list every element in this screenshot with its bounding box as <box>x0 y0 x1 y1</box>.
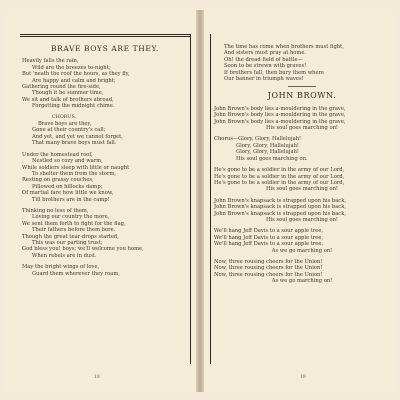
verse-line: May the bright wings of love, <box>22 264 100 271</box>
verse-line: Now, three rousing cheers for the Union! <box>214 271 323 278</box>
verse-1 <box>214 106 390 132</box>
verse-line: Forgetting the midnight chime. <box>32 103 115 110</box>
verse-line: But 'neath the roof the hours, as they fly, <box>22 71 130 78</box>
verse-line: We'll hang Jeff Davis to a sour apple tree, <box>214 234 324 241</box>
verse-line: He's gone to be a soldier in the army of our Lord, <box>214 173 345 180</box>
verse-line: Nestled so cozy and warm, <box>32 158 103 165</box>
stanza-3 <box>22 208 188 259</box>
verse-line: Under the homestead roof, <box>22 151 93 158</box>
verse-line: John Brown's knapsack is strapped upon his back, <box>214 204 346 211</box>
song-title-john-brown: JOHN BROWN. <box>267 91 337 101</box>
verse-3 <box>214 198 390 224</box>
verse-line: That many brave boys must fall. <box>32 140 117 147</box>
verse-line: Now, three rousing cheers for the Union! <box>214 265 323 272</box>
verse-line: And yet, and yet we cannot forget, <box>32 133 123 140</box>
verse-line: When rebels are in dust. <box>32 252 97 259</box>
verse-line: As we go marching on! <box>271 247 333 254</box>
left-page-text <box>22 44 188 277</box>
song-title-brave-boys: BRAVE BOYS ARE THEY. <box>50 44 160 53</box>
verse-line: Glory, Glory, Hallelujah! <box>236 142 300 149</box>
verse-line: We'll hang Jeff Davis to a sour apple tree, <box>214 228 324 235</box>
verse-line: This was our parting trust; <box>32 239 103 246</box>
john-brown-chorus <box>214 136 390 162</box>
verse-line: John Brown's body lies a-mouldering in the grave, <box>214 118 346 125</box>
verse-line: Wild are the breezes to-night; <box>32 64 111 71</box>
verse-line: Though it be summer time, <box>32 90 104 97</box>
verse-line: He's gone to be a soldier in the army of our Lord, <box>214 167 345 174</box>
verse-line: Of martial fare how little we know, <box>22 190 114 197</box>
verse-line: His soul goes marching on! <box>265 125 338 132</box>
left-vertical-rule <box>190 34 191 364</box>
verse-line: Heavily falls the rain, <box>22 58 79 65</box>
verse-line: If brothers fall, then bury them where <box>224 69 325 76</box>
verse-line: His soul goes marching on! <box>265 216 338 223</box>
verse-line: Loving our country the more, <box>32 214 110 221</box>
verse-line: Thinking no less of them, <box>22 207 89 214</box>
page-number-right: 19 <box>300 375 306 380</box>
verse-line: He's gone to be a soldier in the army of our Lord, <box>214 179 345 186</box>
verse-line: Gone at their country's call; <box>32 127 106 134</box>
verse-line: Till brothers are in the camp! <box>32 196 110 203</box>
verse-line: Resting on grassy couches, <box>22 177 94 184</box>
verse-line: John Brown's knapsack is strapped upon his back, <box>214 210 346 217</box>
stanza-2 <box>22 152 188 203</box>
right-page-text <box>214 44 390 285</box>
verse-line: We sent them forth to fight for the flag, <box>22 220 126 227</box>
stanza-4 <box>22 264 188 277</box>
verse-line: Oh! the dread field of battle— <box>224 56 303 63</box>
verse-line: God bless you! boys; we'll welcome you home, <box>22 246 144 253</box>
verse-line: John Brown's body lies a-mouldering in the grave, <box>214 105 346 112</box>
verse-line: Brave boys are they, <box>38 121 92 128</box>
verse-line: Gathering round the fire-side, <box>22 84 101 91</box>
verse-4 <box>214 228 390 254</box>
verse-line: Soon to be strewn with graves! <box>224 63 307 70</box>
verse-line: The time has come when brothers must fight, <box>224 44 344 50</box>
verse-line: His soul goes marching on. <box>236 155 308 162</box>
verse-line: We sit and talk of brothers abroad, <box>22 96 114 103</box>
verse-line: John Brown's knapsack is strapped upon his back, <box>214 197 346 204</box>
opening-stanza <box>214 44 390 82</box>
book-gutter <box>196 10 204 392</box>
verse-line: John Brown's body lies a-mouldering in the grave, <box>214 112 346 119</box>
verse-line: To shelter them from the storm, <box>32 170 117 177</box>
verse-line: While soldiers sleep with little or naught <box>22 164 130 171</box>
verse-line: Though the great tear-drops started, <box>22 233 119 240</box>
verse-line: And sisters must pray at home. <box>224 50 307 57</box>
verse-line: Glory, Glory, Hallelujah! <box>236 149 300 156</box>
left-top-rule <box>20 34 190 35</box>
verse-line: Pillowed on hillocks damp; <box>32 183 103 190</box>
right-vertical-rule <box>210 34 211 364</box>
verse-line: We'll hang Jeff Davis to a sour apple tree, <box>214 241 324 248</box>
left-top-rule-double <box>20 36 190 37</box>
verse-line: Our banner in triumph waves! <box>224 76 304 83</box>
section-divider <box>288 86 316 87</box>
verse-line: His soul goes marching on! <box>265 186 338 193</box>
verse-line: Their fathers before them bore. <box>32 227 116 234</box>
verse-line: Guard them wherever they roam, <box>32 270 120 277</box>
verse-line: Are happy and calm and bright; <box>32 77 116 84</box>
verse-5 <box>214 259 390 285</box>
chorus-label: CHORUS. <box>52 114 77 120</box>
verse-line: As we go marching on! <box>271 278 333 285</box>
verse-2 <box>214 167 390 193</box>
verse-line: Now, three rousing cheers for the Union! <box>214 258 323 265</box>
verse-line: Chorus—Glory, Glory, Hallelujah! <box>214 136 302 143</box>
stanza-1 <box>22 58 188 109</box>
page-number-left: 18 <box>94 375 100 380</box>
chorus <box>22 121 188 147</box>
